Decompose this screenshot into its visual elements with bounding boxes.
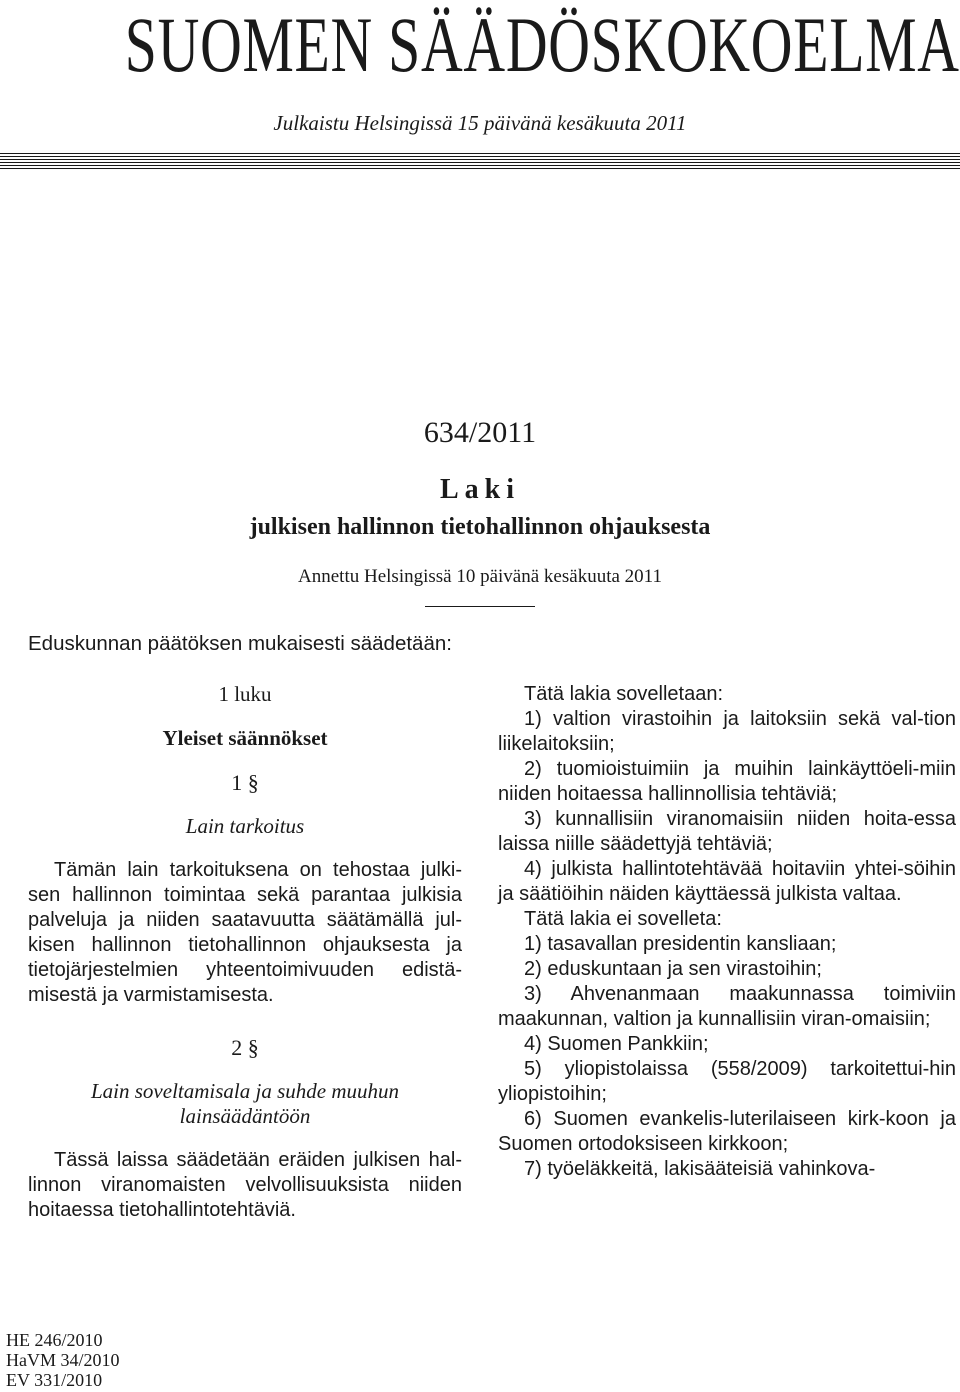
section-2-text: Tässä laissa säädetään eräiden julkisen hal-linnon viranomaisten velvollisuuksista niiden hoitaessa tietohallintotehtäviä. <box>28 1149 462 1221</box>
section-1-text: Tämän lain tarkoituksena on tehostaa julki-sen hallinnon toimintaa sekä parantaa julkisia palveluja ja niiden saatavuutta säätämällä jul-kisen hallinnon tietohallinnon ohjauksesta ja tietojärjestelmien yhteentoimivuuden edistä-misestä ja varmistamisesta. <box>28 859 462 1006</box>
applies-item: 4) julkista hallintotehtävää hoitaviin yhtei-söihin ja säätiöihin näiden käyttäessä julkista valtaa. <box>498 858 956 905</box>
not-applies-item: 5) yliopistolaissa (558/2009) tarkoitettui-hin yliopistoihin; <box>498 1058 956 1105</box>
reference-havm: HaVM 34/2010 <box>6 1350 120 1370</box>
reference-he: HE 246/2010 <box>6 1330 103 1350</box>
masthead-title: SUOMEN SÄÄDÖSKOKOELMA <box>124 1 960 88</box>
applies-item: 3) kunnallisiin viranomaisiin niiden hoita-essa laissa niille säädettyjä tehtäviä; <box>498 808 956 855</box>
chapter-title: Yleiset säännökset <box>162 726 328 750</box>
not-applies-item: 7) työeläkkeitä, lakisääteisiä vahinkova- <box>524 1158 876 1180</box>
applies-heading: Tätä lakia sovelletaan: <box>524 683 724 705</box>
publication-date: Julkaistu Helsingissä 15 päivänä kesäkuuta 2011 <box>273 111 687 135</box>
masthead-rules <box>0 153 960 171</box>
not-applies-item: 4) Suomen Pankkiin; <box>524 1033 709 1055</box>
not-applies-item: 1) tasavallan presidentin kansliaan; <box>524 933 837 955</box>
divider <box>425 606 535 607</box>
act-subject: julkisen hallinnon tietohallinnon ohjauksesta <box>249 514 711 540</box>
section-1-title: Lain tarkoitus <box>185 814 305 838</box>
right-column <box>498 682 956 1182</box>
applies-item: 2) tuomioistuimiin ja muihin lainkäyttöeli-miin niiden hoitaessa hallinnollisia tehtäviä; <box>498 758 956 805</box>
enacting-clause: Eduskunnan päätöksen mukaisesti säädetään: <box>28 632 452 655</box>
applies-item: 1) valtion virastoihin ja laitoksiin sekä val-tion liikelaitoksiin; <box>498 708 956 755</box>
section-2-number: 2 § <box>231 1035 259 1060</box>
act-number: 634/2011 <box>423 416 537 449</box>
act-kind: Laki <box>439 474 521 505</box>
not-applies-item: 6) Suomen evankelis-luterilaiseen kirk-koon ja Suomen ortodoksiseen kirkkoon; <box>498 1108 956 1155</box>
chapter-number: 1 luku <box>218 682 272 706</box>
not-applies-item: 2) eduskuntaan ja sen virastoihin; <box>524 958 822 980</box>
not-applies-item: 3) Ahvenanmaan maakunnassa toimiviin maakunnan, valtion ja kunnallisiin viran-omaisiin; <box>498 983 956 1030</box>
reference-ev: EV 331/2010 <box>6 1370 103 1390</box>
left-column <box>28 682 462 1223</box>
not-applies-heading: Tätä lakia ei sovelleta: <box>524 908 722 930</box>
legislative-references <box>6 1330 120 1390</box>
section-2-title: Lain soveltamisala ja suhde muuhun lainsäädäntöön <box>91 1079 399 1128</box>
act-given-date: Annettu Helsingissä 10 päivänä kesäkuuta 2011 <box>298 566 662 587</box>
section-1-number: 1 § <box>231 770 259 795</box>
